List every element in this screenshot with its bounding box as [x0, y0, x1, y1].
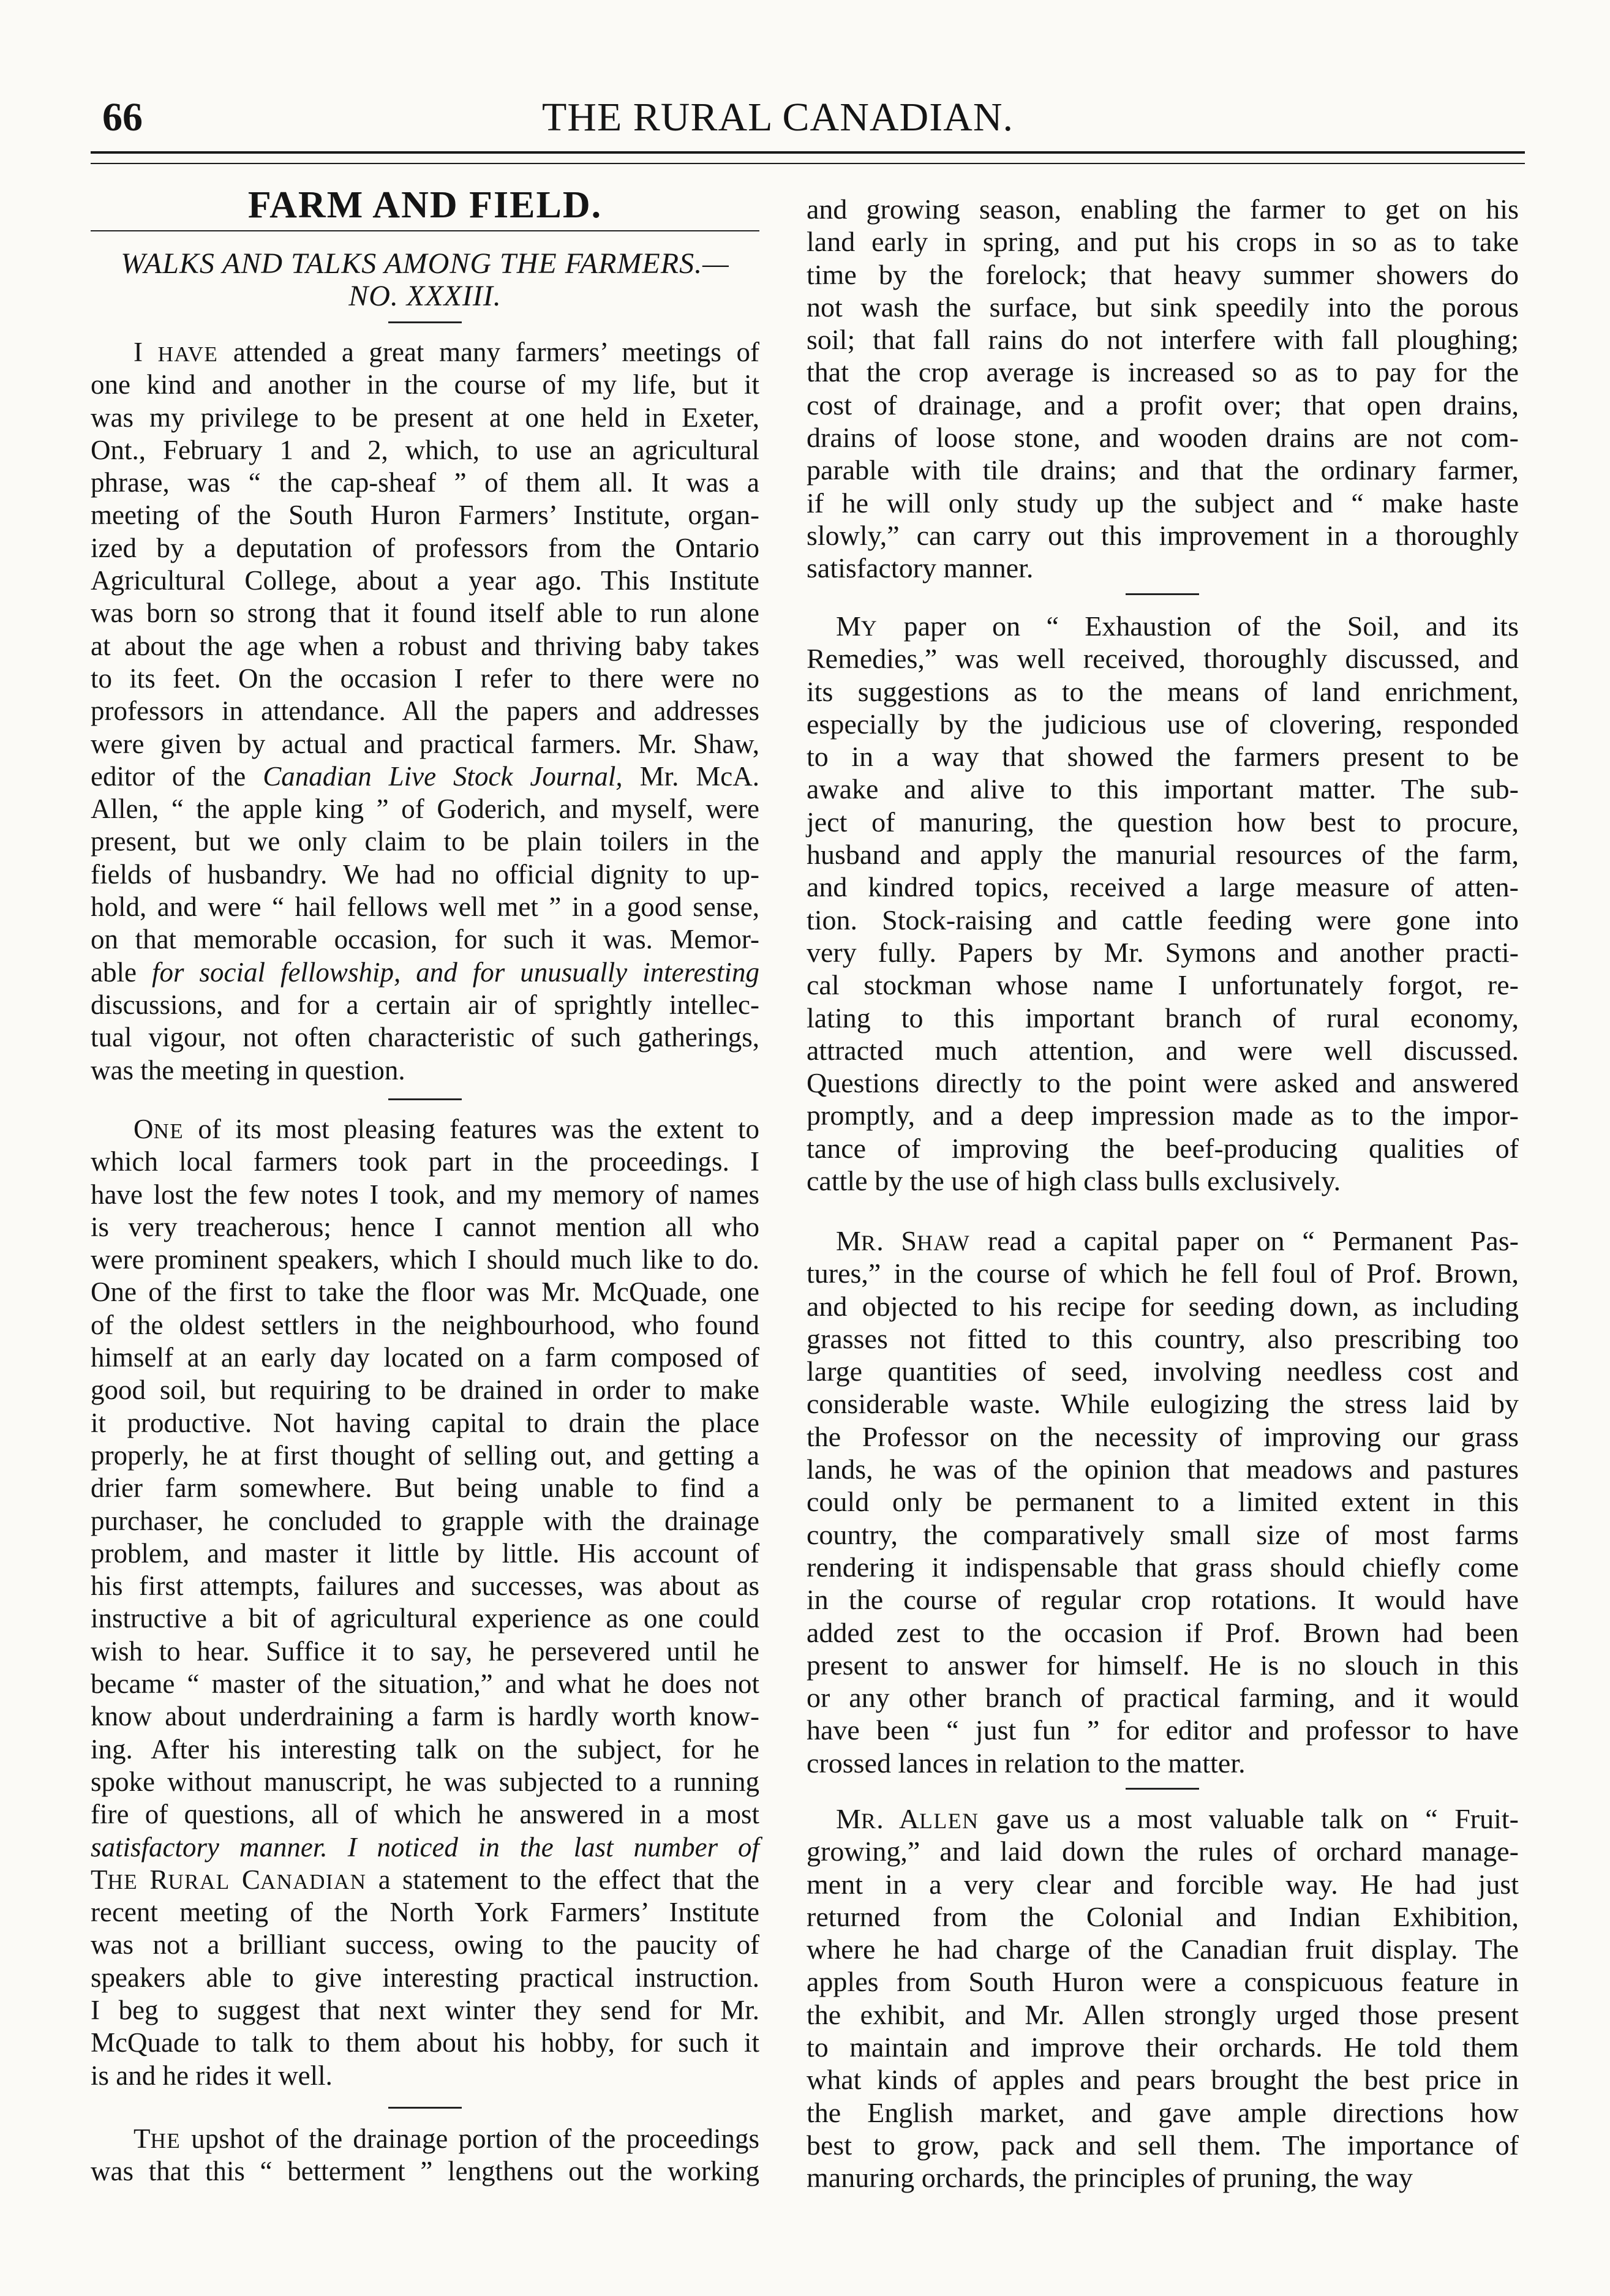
text-run: C	[230, 1864, 260, 1895]
text-line: was the meeting in question.	[91, 1054, 405, 1086]
paragraph-rule	[388, 2107, 462, 2109]
paragraph	[807, 193, 1519, 585]
text-line: lating to this important branch of rural economy,	[807, 1002, 1519, 1034]
text-line: have been “ just fun ” for editor and professor to have	[807, 1714, 1519, 1746]
text-line: lands, he was of the opinion that meadows and pastures	[807, 1454, 1519, 1485]
text-line: soil; that fall rains do not interfere with fall ploughing;	[807, 324, 1519, 356]
text-line: added zest to the occasion if Prof. Brown had been	[807, 1616, 1519, 1648]
text-line: tual vigour, not often characteristic of such gatherings,	[91, 1022, 759, 1053]
text-line: good soil, but requiring to be drained in order to make	[91, 1375, 759, 1406]
text-line: Allen, “ the apple king ” of Goderich, and myself, were	[91, 793, 759, 825]
paragraph	[807, 610, 1519, 1197]
italic-run: Canadian Live Stock Journal,	[263, 760, 623, 792]
text-line: recent meeting of the North York Farmers’ Institute	[91, 1897, 759, 1928]
text-line	[807, 1225, 1519, 1257]
masthead-title: THE RURAL CANADIAN.	[541, 95, 1014, 140]
text-line	[91, 956, 759, 989]
text-line: manuring orchards, the principles of pruning, the way	[807, 2162, 1413, 2194]
text-line: cost of drainage, and a profit over; that open drains,	[807, 389, 1519, 421]
text-run: able	[91, 956, 152, 988]
small-caps-run: HAW	[917, 1231, 971, 1255]
text-line: it productive. Not having capital to drain the place	[91, 1407, 759, 1438]
text-line: country, the comparatively small size of most farms	[807, 1518, 1519, 1550]
text-line	[91, 1864, 759, 1896]
text-line: large quantities of seed, involving needless cost and	[807, 1356, 1519, 1387]
text-line: of the oldest settlers in the neighbourhood, who found	[91, 1309, 759, 1340]
text-line: promptly, and a deep impression made as to the impor-	[807, 1100, 1519, 1131]
text-line: time by the forelock; that heavy summer showers do	[807, 258, 1519, 290]
text-line: not wash the surface, but sink speedily into the porous	[807, 291, 1519, 323]
text-line: husband and apply the manurial resources of the farm,	[807, 839, 1519, 871]
text-line: spoke without manuscript, he was subjected to a running	[91, 1766, 759, 1797]
text-run: gave us a most valuable talk on “ Fruit-	[979, 1803, 1519, 1834]
text-line: parable with tile drains; and that the ordinary farmer,	[807, 454, 1519, 486]
text-line: were prominent speakers, which I should much like to do.	[91, 1244, 759, 1275]
text-line: ized by a deputation of professors from the Ontario	[91, 532, 759, 563]
text-line: to maintain and improve their orchards. He told them	[807, 2032, 1519, 2063]
text-line: its suggestions as to the means of land enrichment,	[807, 675, 1519, 707]
text-line: cal stockman whose name I unfortunately forgot, re-	[807, 969, 1519, 1001]
text-line: if he will only study up the subject and “ make haste	[807, 487, 1519, 519]
text-line: crossed lances in relation to the matter.	[807, 1747, 1246, 1779]
text-line: growing,” and laid down the rules of orchard manage-	[807, 1836, 1519, 1867]
text-line: was not a brilliant success, owing to the paucity of	[91, 1929, 759, 1960]
small-caps-run: Y	[860, 616, 878, 640]
text-line: the exhibit, and Mr. Allen strongly urged those present	[807, 1998, 1519, 2030]
paragraph	[91, 2123, 759, 2188]
text-line: was my privilege to be present at one held in Exeter,	[91, 402, 759, 433]
text-line: to its feet. On the occasion I refer to there were no	[91, 662, 759, 694]
text-run: T	[91, 1864, 108, 1895]
text-line: land early in spring, and put his crops in so as to take	[807, 226, 1519, 258]
text-line: present to answer for himself. He is no slouch in this	[807, 1649, 1519, 1681]
paragraph	[807, 1803, 1519, 2194]
text-run: editor of the	[91, 760, 263, 792]
small-caps-run: HE	[107, 1869, 138, 1894]
text-line: Remedies,” was well received, thoroughly discussed, and	[807, 643, 1519, 675]
text-line: returned from the Colonial and Indian Exhibition,	[807, 1900, 1519, 1932]
text-line: is and he rides it well.	[91, 2060, 333, 2091]
text-run: O	[134, 1114, 154, 1144]
text-line: ject of manuring, the question how best to procure,	[807, 806, 1519, 838]
article-title-line: WALKS AND TALKS AMONG THE FARMERS.—	[121, 247, 729, 280]
text-line: his first attempts, failures and successes, was about as	[91, 1570, 759, 1602]
text-line	[91, 760, 759, 793]
small-caps-run: HE	[150, 2129, 181, 2153]
paragraph	[91, 336, 759, 1087]
text-run: upshot of the drainage portion of the proceedings	[181, 2123, 759, 2154]
text-line: in the course of regular crop rotations. It would have	[807, 1584, 1519, 1616]
text-line: discussions, and for a certain air of sprightly intellec-	[91, 989, 759, 1020]
text-line: present, but we only claim to be plain toilers in the	[91, 826, 759, 857]
text-line: was born so strong that it found itself able to run alone	[91, 598, 759, 629]
text-line: to in a way that showed the farmers present to be	[807, 741, 1519, 773]
text-run: attended a great many farmers’ meetings of	[218, 337, 759, 367]
text-line: himself at an early day located on a farm composed of	[91, 1342, 759, 1373]
text-line: slowly,” can carry out this improvement in a thoroughly	[807, 519, 1519, 551]
paragraph-rule	[1126, 1788, 1199, 1790]
small-caps-run: LLEN	[919, 1809, 979, 1833]
text-run: R	[138, 1864, 168, 1895]
text-line: drains of loose stone, and wooden drains are not com-	[807, 422, 1519, 454]
text-line: apples from South Huron were a conspicuous feature in	[807, 1966, 1519, 1998]
text-line: speakers able to give interesting practical instruction.	[91, 1962, 759, 1993]
text-line: and objected to his recipe for seeding down, as including	[807, 1290, 1519, 1322]
text-line: instructive a bit of agricultural experience as one could	[91, 1603, 759, 1634]
text-line: that the crop average is increased so as to pay for the	[807, 356, 1519, 388]
paragraph	[807, 1225, 1519, 1779]
text-line: where he had charge of the Canadian fruit display. The	[807, 1934, 1519, 1965]
small-caps-run: HAVE	[157, 342, 219, 366]
text-line	[91, 2123, 759, 2155]
small-caps-run: R	[860, 1231, 877, 1255]
text-line: I beg to suggest that next winter they send for Mr.	[91, 1995, 759, 2026]
paragraph-rule	[1126, 593, 1199, 595]
text-line: Ont., February 1 and 2, which, to use an agricultural	[91, 434, 759, 465]
paragraph	[91, 1113, 759, 2092]
text-line: awake and alive to this important matter. The sub-	[807, 773, 1519, 805]
text-line: at about the age when a robust and thriving baby takes	[91, 630, 759, 661]
text-line: the English market, and gave ample directions how	[807, 2096, 1519, 2128]
text-run: read a capital paper on “ Permanent Pas-	[970, 1225, 1519, 1256]
text-line: drier farm somewhere. But being unable to find a	[91, 1473, 759, 1504]
text-line: ing. After his interesting talk on the subject, for he	[91, 1733, 759, 1765]
text-line: on that memorable occasion, for such it was. Memor-	[91, 924, 759, 955]
text-run: Mr. McA.	[622, 760, 759, 792]
text-run: . S	[876, 1225, 917, 1256]
text-line: tion. Stock-raising and cattle feeding were gone into	[807, 904, 1519, 936]
text-line: rendering it indispensable that grass should chiefly come	[807, 1551, 1519, 1583]
header-rule	[91, 163, 1525, 164]
text-line: meeting of the South Huron Farmers’ Institute, organ-	[91, 500, 759, 531]
text-line: fire of questions, all of which he answered in a most	[91, 1799, 759, 1830]
text-line: very fully. Papers by Mr. Symons and another practi-	[807, 936, 1519, 968]
text-line	[91, 336, 759, 369]
text-line: tance of improving the beef-producing qualities of	[807, 1132, 1519, 1164]
text-line: hold, and were “ hail fellows well met ” in a good sense,	[91, 891, 759, 923]
text-line	[807, 610, 1519, 642]
text-line: and kindred topics, received a large measure of atten-	[807, 871, 1519, 903]
italic-run: for social fellowship, and for unusually interesting	[151, 956, 759, 988]
text-run: M	[836, 610, 861, 642]
text-line: which local farmers took part in the proceedings. I	[91, 1146, 759, 1177]
text-line: especially by the judicious use of clovering, responded	[807, 708, 1519, 740]
column-rule	[91, 230, 759, 231]
text-run: M	[836, 1803, 861, 1834]
text-line	[807, 1803, 1519, 1835]
text-line: could only be permanent to a limited extent in this	[807, 1486, 1519, 1518]
text-line: became “ master of the situation,” and what he does not	[91, 1668, 759, 1700]
paragraph-rule	[388, 1098, 462, 1100]
text-run: M	[836, 1225, 861, 1256]
text-line: fields of husbandry. We had no official dignity to up-	[91, 858, 759, 890]
text-line	[91, 1831, 759, 1864]
text-line: is very treacherous; hence I cannot mention all who	[91, 1211, 759, 1242]
header-rule	[91, 151, 1525, 154]
text-run: I	[134, 337, 158, 367]
text-line: one kind and another in the course of my life, but it	[91, 369, 759, 400]
text-line: One of the first to take the floor was Mr. McQuade, one	[91, 1277, 759, 1308]
text-line: wish to hear. Suffice it to say, he persevered until he	[91, 1635, 759, 1667]
text-line: attracted much attention, and were well discussed.	[807, 1034, 1519, 1066]
text-line	[91, 1113, 759, 1146]
text-line: Agricultural College, about a year ago. This Institute	[91, 565, 759, 596]
text-line: what kinds of apples and pears brought the best price in	[807, 2064, 1519, 2096]
text-line: was that this “ betterment ” lengthens out the working	[91, 2156, 759, 2187]
small-caps-run: R	[860, 1809, 877, 1833]
text-run: of its most pleasing features was the extent to	[184, 1114, 759, 1144]
section-heading: FARM AND FIELD.	[247, 184, 603, 226]
small-caps-run: ANADIAN	[260, 1869, 367, 1894]
text-line: McQuade to talk to them about his hobby, for such it	[91, 2027, 759, 2058]
paragraph-rule	[388, 321, 462, 323]
text-line: have lost the few notes I took, and my memory of names	[91, 1179, 759, 1210]
text-line: professors in attendance. All the papers and addresses	[91, 696, 759, 727]
text-run: T	[134, 2123, 151, 2154]
small-caps-run: URAL	[168, 1869, 230, 1894]
text-run: a statement to the effect that the	[366, 1864, 760, 1895]
small-caps-run: NE	[153, 1119, 184, 1143]
text-line: problem, and master it little by little. His account of	[91, 1537, 759, 1569]
text-line: best to grow, pack and sell them. The importance of	[807, 2129, 1519, 2161]
text-line: cattle by the use of high class bulls exclusively.	[807, 1165, 1341, 1197]
text-line: properly, he at first thought of selling out, and getting a	[91, 1439, 759, 1471]
text-run: paper on “ Exhaustion of the Soil, and its	[878, 610, 1519, 642]
text-line: tures,” in the course of which he fell foul of Prof. Brown,	[807, 1258, 1519, 1289]
text-line: were given by actual and practical farmers. Mr. Shaw,	[91, 728, 759, 759]
text-line: or any other branch of practical farming, and it would	[807, 1682, 1519, 1714]
text-line: grasses not fitted to this country, also prescribing too	[807, 1322, 1519, 1354]
italic-run: satisfactory manner. I noticed in the last number of	[91, 1831, 759, 1863]
article-number-line: NO. XXXIII.	[348, 280, 502, 312]
text-line: ment in a very clear and forcible way. He had just	[807, 1868, 1519, 1900]
text-line: purchaser, he concluded to grapple with the drainage	[91, 1505, 759, 1536]
text-line: and growing season, enabling the farmer to get on his	[807, 193, 1519, 225]
text-line: Questions directly to the point were asked and answered	[807, 1067, 1519, 1099]
page-number: 66	[102, 95, 143, 140]
text-run: . A	[876, 1803, 920, 1834]
text-line: know about underdraining a farm is hardly worth know-	[91, 1701, 759, 1732]
text-line: satisfactory manner.	[807, 552, 1034, 584]
text-line: considerable waste. While eulogizing the stress laid by	[807, 1388, 1519, 1420]
text-line: phrase, was “ the cap-sheaf ” of them all. It was a	[91, 467, 759, 498]
text-line: the Professor on the necessity of improving our grass	[807, 1420, 1519, 1452]
